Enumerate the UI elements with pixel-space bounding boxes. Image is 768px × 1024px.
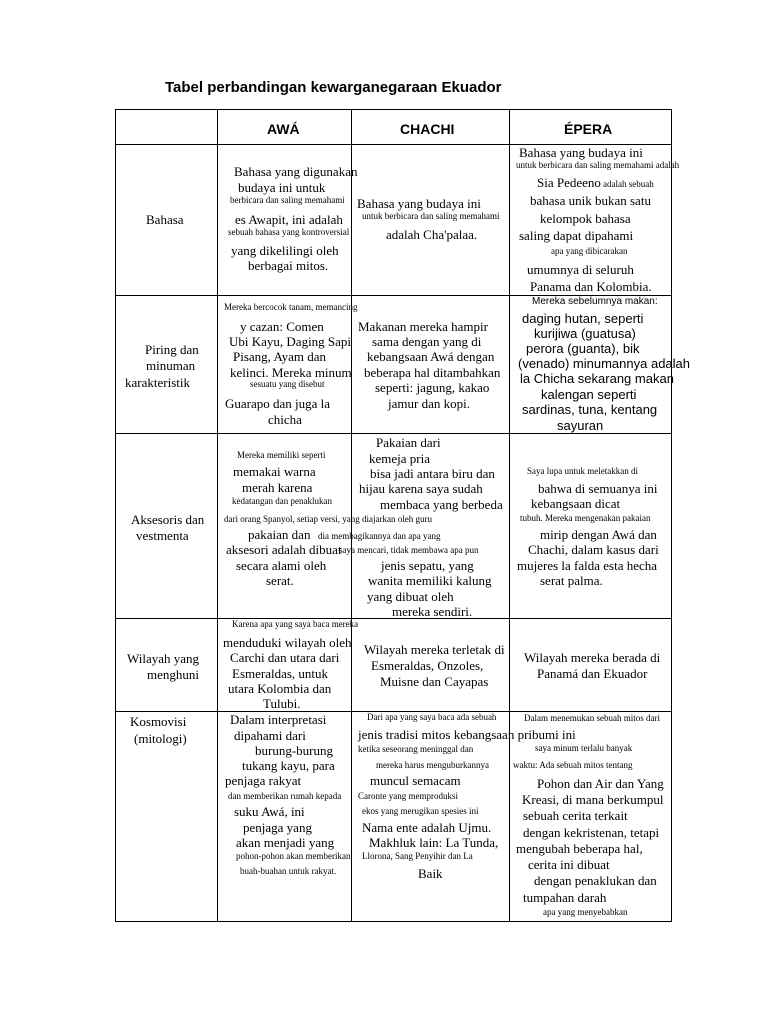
cell-line: sardinas, tuna, kentang [522, 402, 658, 417]
cell-line: jamur dan kopi. [388, 396, 470, 411]
cell-line: akan menjadi yang [236, 835, 335, 850]
cell-line: tukang kayu, para [242, 758, 335, 773]
cell-line: tubuh. Mereka mengenakan pakaian [520, 513, 651, 523]
cell-line: serat. [266, 573, 294, 588]
cell-line: Esmeraldas, Onzoles, [371, 658, 484, 673]
cell-line: y cazan: Comen [240, 319, 324, 334]
cell-line: kedatangan dan penaklukan [232, 496, 332, 506]
cell-line: muncul semacam [370, 773, 461, 788]
cell-line: budaya ini untuk [238, 180, 326, 195]
cell-line: Carchi dan utara dari [230, 650, 340, 665]
cell-line: Sia Pedeeno [537, 175, 601, 190]
cell-line: ketika seseorang meninggal dan [358, 744, 474, 754]
cell-line: Nama ente adalah Ujmu. [362, 820, 492, 835]
cell-line: mujeres la falda esta hecha [517, 558, 658, 573]
cell-line: waktu: Ada sebuah mitos tentang [513, 760, 633, 770]
cell-line: Ubi Kayu, Daging Sapi [229, 334, 352, 349]
cell-line: kurijiwa (guatusa) [534, 326, 636, 341]
cell-line: kelompok bahasa [540, 211, 631, 226]
cell-line: dipahami dari [234, 728, 306, 743]
cell-line: membaca yang berbeda [380, 497, 503, 512]
cell-line: Wilayah mereka berada di [524, 650, 661, 665]
cell-line: berbicara dan saling memahami [230, 195, 345, 205]
cell-line: yang dibuat oleh [367, 589, 454, 604]
cell-line: aksesori adalah dibuat [226, 542, 342, 557]
cell-line: buah-buahan untuk rakyat. [240, 866, 337, 876]
cell-line: chicha [268, 412, 302, 427]
header-chachi: CHACHI [400, 121, 455, 137]
row-label-line: minuman [146, 358, 196, 373]
cell-line: kelinci. Mereka minum [230, 365, 352, 380]
row-label-line: karakteristik [125, 375, 190, 390]
cell-line: Bahasa yang budaya ini [357, 196, 481, 211]
cell-line: Mereka sebelumnya makan: [532, 296, 658, 307]
cell-line: beberapa hal ditambahkan [364, 365, 501, 380]
row-label-line: Aksesoris dan [131, 512, 205, 527]
cell-line: adalah sebuah [603, 179, 654, 189]
cell-line: pohon-pohon akan memberikan [236, 851, 351, 861]
cell-line: bisa jadi antara biru dan [370, 466, 495, 481]
row-label-line: vestmenta [136, 528, 189, 543]
cell-line: utara Kolombia dan [228, 681, 332, 696]
cell-line: la Chicha sekarang makan [520, 371, 674, 386]
cell-line: penjaga rakyat [225, 773, 302, 788]
cell-line: Mereka memiliki seperti [237, 450, 326, 460]
cell-line: sebuah bahasa yang kontroversial [228, 227, 350, 237]
cell-line: yang dikelilingi oleh [231, 243, 339, 258]
row-label-line: Wilayah yang [127, 651, 200, 666]
cell-line: Muisne dan Cayapas [380, 674, 489, 689]
cell-line: mereka harus menguburkannya [376, 760, 489, 770]
cell-line: Tulubi. [263, 696, 301, 711]
cell-line: memakai warna [233, 464, 316, 479]
cell-line: Kreasi, di mana berkumpul [522, 792, 664, 807]
cell-line: dari orang Spanyol, setiap versi, yang diajarkan oleh guru [224, 514, 432, 524]
cell-line: sebuah cerita terkait [523, 808, 628, 823]
cell-line: pakaian dan [248, 527, 311, 542]
cell-line: seperti: jagung, kakao [375, 380, 490, 395]
cell-line: Dari apa yang saya baca ada sebuah [367, 712, 497, 722]
cell-line: serat palma. [540, 573, 603, 588]
cell-line: mengubah beberapa hal, [516, 841, 643, 856]
cell-line: Bahasa yang budaya ini [519, 145, 643, 160]
cell-line: mirip dengan Awá dan [540, 527, 657, 542]
row-label-line: Piring dan [145, 342, 199, 357]
cell-line: saya minum terlalu banyak [535, 743, 633, 753]
cell-line: Pisang, Ayam dan [233, 349, 327, 364]
cell-line: cerita ini dibuat [528, 857, 610, 872]
cell-line: burung-burung [255, 743, 333, 758]
cell-line: merah karena [242, 480, 313, 495]
cell-line: suku Awá, ini [234, 804, 305, 819]
cell-line: Pakaian dari [376, 435, 441, 450]
cell-line: dia membagikannya dan apa yang [318, 531, 441, 541]
row-label-line: menghuni [147, 667, 199, 682]
cell-line: dengan penaklukan dan [534, 873, 657, 888]
cell-line: Baik [418, 866, 443, 881]
cell-line: penjaga yang [243, 820, 312, 835]
cell-line: Makanan mereka hampir [358, 319, 488, 334]
cell-line: Panama dan Kolombia. [530, 279, 652, 294]
cell-line: perora (guanta), bik [526, 341, 640, 356]
cell-line: jenis tradisi mitos kebangsaan pribumi ini [358, 727, 576, 742]
cell-line: sama dengan yang di [372, 334, 482, 349]
cell-line: Bahasa yang digunakan [234, 164, 358, 179]
cell-line: es Awapit, ini adalah [235, 212, 343, 227]
cell-line: Pohon dan Air dan Yang [537, 776, 664, 791]
cell-line: mereka sendiri. [392, 604, 473, 619]
cell-line: Chachi, dalam kasus dari [528, 542, 659, 557]
cell-line: sesuatu yang disebut [250, 379, 325, 389]
cell-line: menduduki wilayah oleh [223, 635, 352, 650]
cell-line: Panamá dan Ekuador [537, 666, 648, 681]
cell-line: apa yang dibicarakan [551, 246, 628, 256]
cell-line: hijau karena saya sudah [359, 481, 483, 496]
cell-line: adalah Cha'palaa. [386, 227, 478, 242]
cell-line: secara alami oleh [236, 558, 327, 573]
cell-line: wanita memiliki kalung [368, 573, 492, 588]
cell-line: (venado) minumannya adalah [518, 356, 690, 371]
cell-line: umumnya di seluruh [527, 262, 634, 277]
cell-line: jenis sepatu, yang [381, 558, 474, 573]
cell-line: tumpahan darah [523, 890, 607, 905]
cell-line: Saya lupa untuk meletakkan di [527, 466, 638, 476]
cell-line: ekos yang merugikan spesies ini [362, 806, 479, 816]
cell-line: apa yang menyebabkan [543, 907, 628, 917]
cell-line: sayuran [557, 418, 604, 433]
cell-line: bahwa di semuanya ini [538, 481, 658, 496]
cell-line: saya mencari, tidak membawa apa pun [339, 545, 479, 555]
cell-line: daging hutan, seperti [522, 311, 644, 326]
cell-line: saling dapat dipahami [519, 228, 634, 243]
cell-line: berbagai mitos. [248, 258, 329, 273]
cell-line: Makhluk lain: La Tunda, [369, 835, 499, 850]
header-epera: ÉPERA [564, 121, 613, 137]
cell-line: Mereka bercocok tanam, memancing [224, 302, 358, 312]
row-label-line: (mitologi) [134, 731, 187, 746]
cell-line: dengan kekristenan, tetapi [523, 825, 660, 840]
cell-line: Esmeraldas, untuk [232, 666, 329, 681]
cell-line: dan memberikan rumah kepada [228, 791, 342, 801]
row-label-line: Bahasa [146, 212, 184, 227]
cell-line: Caronte yang memproduksi [358, 791, 458, 801]
cell-line: Wilayah mereka terletak di [364, 642, 505, 657]
cell-line: Guarapo dan juga la [225, 396, 331, 411]
cell-line: untuk berbicara dan saling memahami [362, 211, 500, 221]
cell-line: Dalam interpretasi [230, 712, 327, 727]
cell-line: kemeja pria [369, 451, 430, 466]
cell-line: kebangsaan Awá dengan [367, 349, 495, 364]
cell-line: Dalam menemukan sebuah mitos dari [524, 713, 660, 723]
cell-line: kebangsaan dicat [531, 496, 621, 511]
header-awa: AWÁ [267, 121, 300, 137]
cell-line: untuk berbicara dan saling memahami adalah [516, 160, 680, 170]
cell-line: kalengan seperti [541, 387, 637, 402]
document-title: Tabel perbandingan kewarganegaraan Ekuador [165, 79, 502, 96]
cell-line: Karena apa yang saya baca mereka [232, 619, 359, 629]
cell-line: bahasa unik bukan satu [530, 193, 651, 208]
row-label-line: Kosmovisi [130, 714, 187, 729]
cell-line: Llorona, Sang Penyihir dan La [362, 851, 473, 861]
